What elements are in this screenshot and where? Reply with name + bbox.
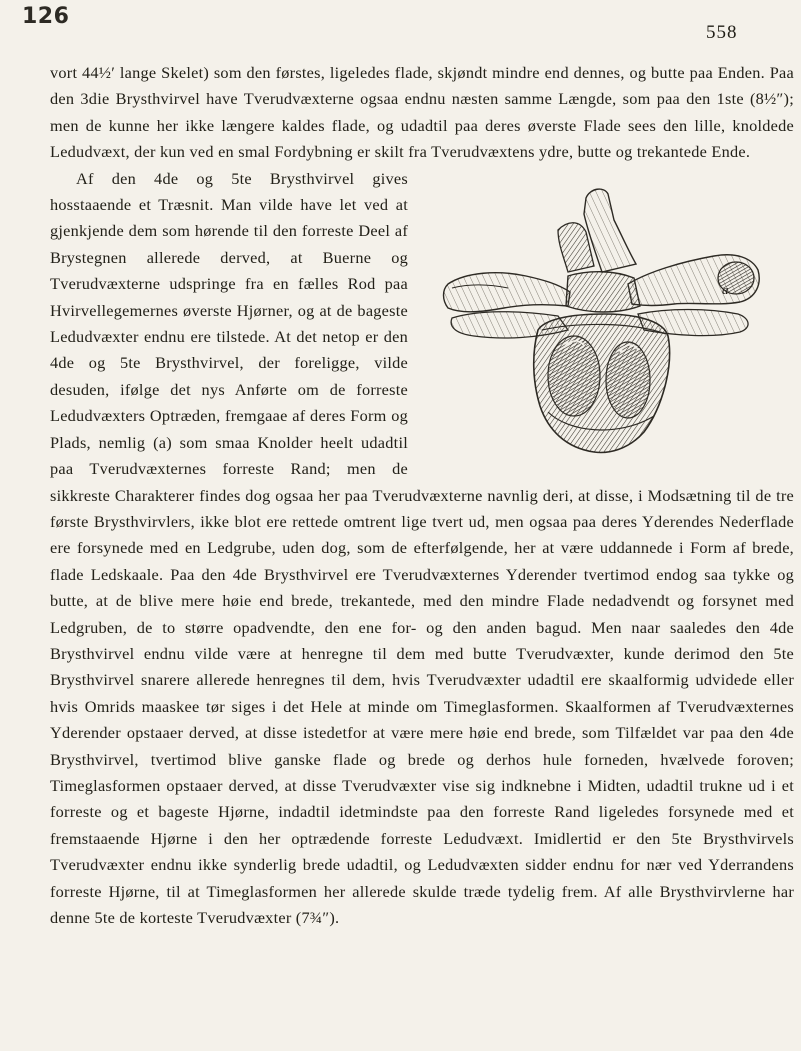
printed-page-number: 558 bbox=[706, 22, 738, 43]
paragraph-2: Af den 4de og 5te Brysthvirvel gives hosstaaende et Træsnit. Man vilde have let ved at gjenkjende dem som hørende til den forreste Deel af Brystegnen allerede derved, at Buerne og Tverudvæxterne udspringe fra en fælles Rod paa Hvirvellegemernes øverste Hjørner, og at de bageste Ledudvæxter endnu ere tilstede. At det netop er den 4de og 5te Brysthvirvel, der foreligge, vilde desuden, ifølge det nys Anførte om de forreste Ledudvæxters Optræden, fremgaae af deres Form og Plads, nemlig (a) som smaa Knolder heelt udadtil paa Tverudvæxternes forreste Rand; men de sikkreste Charakterer findes dog ogsaa her paa Tverudvæxterne navnlig deri, at disse, i Modsætning til de tre første Brysthvirvlers, ikke blot ere rettede omtrent lige tvert ud, men ogsaa paa deres Yderendes Nederflade ere forsynede med en Ledgrube, uden dog, som de efterfølgende, her at være uddannede i Form af brede, flade Ledskaale. Paa den 4de Brysthvirvel ere Tverudvæxternes Yderender tvertimod endog saa tykke og butte, at de blive mere høie end brede, trekantede, med den mindre Flade nedadvendt og forsynet med Ledgruben, de to større opadvendte, den ene for- og den anden bagud. Men naar saaledes den 4de Brysthvirvel endnu vilde være at henregne til dem med butte Tverudvæxter, kunde derimod den 5te Brysthvirvel snarere allerede henregnes til dem, hvis Tverudvæxter udadtil ere skaalformig udvidede eller hvis Omrids maaskee tør siges i det Hele at minde om Timeglasformen. Skaalformen af Tverudvæxternes Yderender opstaaer derved, at disse istedetfor at være mere høie end brede, som Tilfældet var paa den 4de Brysthvirvel, tvertimod blive ganske flade og brede og derhos hule forneden, hvælvede foroven; Timeglasformen opstaaer derved, at disse Tverudvæxter vise sig indknebne i Midten, udadtil trukne ud i et forreste og et bageste Hjørne, indadtil idetmindste paa den forreste Rand ligeledes forsynede med et fremstaaende Hjørne i den her optrædende forreste Ledudvæxt. Imidlertid er den 5te Brysthvirvels Tverudvæxter endnu ikke synderlig brede udadtil, og Ledudvæxten sidder endnu for nær ved Yderrandens forreste Hjørne, til at Timeglasformen her allerede skulde træde tydelig frem. Af alle Brysthvirvlerne har denne 5te de korteste Tverudvæxter (7¾″). bbox=[50, 168, 794, 927]
paragraph-1: vort 44½′ lange Skelet) som den førstes, ligeledes flade, skjøndt mindre end dennes, og butte paa Enden. Paa den 3die Brysthvirvel have Tverudvæxterne ogsaa endnu næsten samme Længde, som paa den 1ste (8½″); men de kunne her ikke længere kaldes flade, og udadtil paa deres øverste Flade sees den lille, knoldede Ledudvæxt, der kun ved en smal Fordybning er skilt fra Tverudvæxtens ydre, butte og trekantede Ende. bbox=[50, 63, 794, 162]
figure-label-a: a bbox=[722, 281, 729, 297]
vertebrae-woodcut bbox=[418, 180, 778, 480]
body-text bbox=[50, 60, 794, 931]
handwritten-page-number: 126 bbox=[22, 4, 70, 29]
vertebrae-woodcut-figure bbox=[428, 168, 794, 468]
